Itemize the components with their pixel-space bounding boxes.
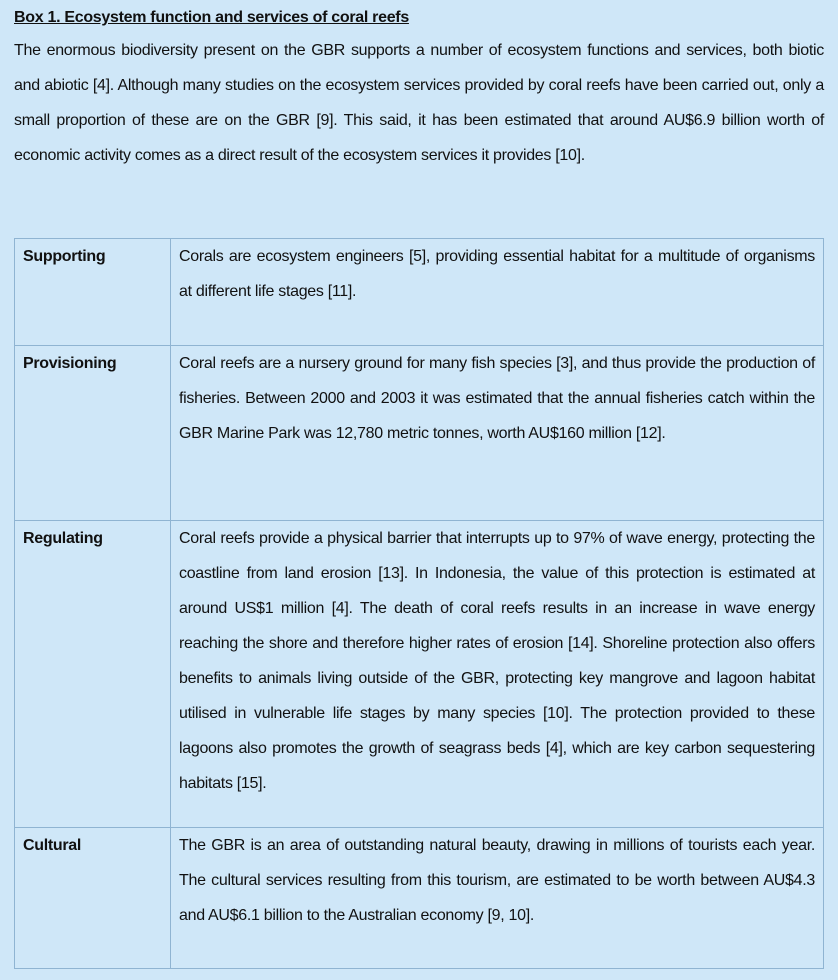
box-title: Box 1. Ecosystem function and services of coral reefs: [14, 9, 409, 26]
description-cell: Coral reefs are a nursery ground for many fish species [3], and thus provide the production of fisheries. Between 2000 and 2003 it was estimated that the annual fisheries catch within the GBR Marine Park was 12,780 metric tonnes, worth AU$160 million [12].: [171, 346, 824, 521]
ecosystem-services-table: [14, 238, 824, 969]
description-cell: The GBR is an area of outstanding natural beauty, drawing in millions of tourists each year. The cultural services resulting from this tourism, are estimated to be worth between AU$4.3 and AU$6.1 billion to the Australian economy [9, 10].: [171, 828, 824, 969]
table-row-cultural: [15, 828, 824, 969]
category-cell: Supporting: [15, 239, 171, 346]
category-cell: Regulating: [15, 521, 171, 828]
category-cell: Cultural: [15, 828, 171, 969]
table-row-regulating: [15, 521, 824, 828]
description-cell: Corals are ecosystem engineers [5], providing essential habitat for a multitude of organisms at different life stages [11].: [171, 239, 824, 346]
table-row-supporting: [15, 239, 824, 346]
intro-paragraph: The enormous biodiversity present on the GBR supports a number of ecosystem functions and services, both biotic and abiotic [4]. Although many studies on the ecosystem services provided by coral reefs have been carried out, only a small proportion of these are on the GBR [9]. This said, it has been estimated that around AU$6.9 billion worth of economic activity comes as a direct result of the ecosystem services it provides [10].: [14, 42, 824, 164]
description-cell: Coral reefs provide a physical barrier that interrupts up to 97% of wave energy, protecting the coastline from land erosion [13]. In Indonesia, the value of this protection is estimated at around US$1 million [4]. The death of coral reefs results in an increase in wave energy reaching the shore and therefore higher rates of erosion [14]. Shoreline protection also offers benefits to animals living outside of the GBR, protecting key mangrove and lagoon habitat utilised in vulnerable life stages by many species [10]. The protection provided to these lagoons also promotes the growth of seagrass beds [4], which are key carbon sequestering habitats [15].: [171, 521, 824, 828]
category-cell: Provisioning: [15, 346, 171, 521]
table-row-provisioning: [15, 346, 824, 521]
